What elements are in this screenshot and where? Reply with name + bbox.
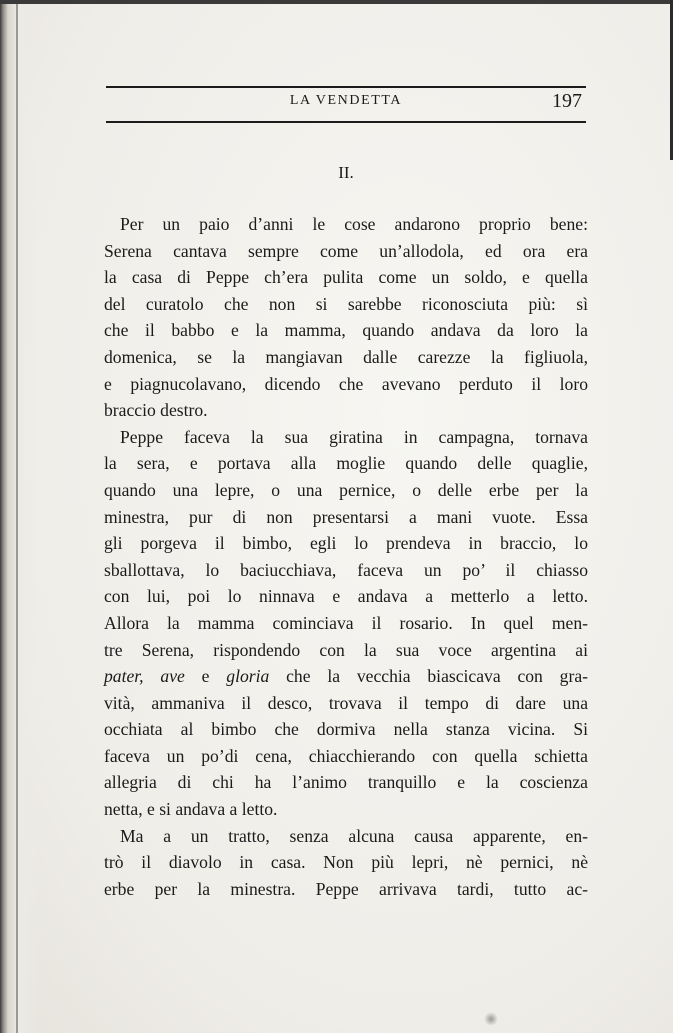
header-rule-top [106, 86, 586, 88]
text-line: sballottava, lo baciucchiava, faceva un po’ il chiasso [104, 559, 588, 580]
text-line: Allora la mamma cominciava il rosario. In quel men- [104, 612, 588, 633]
running-title: LA VENDETTA [289, 93, 403, 108]
text-line: braccio destro. [104, 400, 208, 421]
text-line: Peppe faceva la sua giratina in campagna, tornava [120, 426, 588, 447]
text-line: trò il diavolo in casa. Non più lepri, nè pernici, nè [104, 852, 588, 873]
text-line: gli porgeva il bimbo, egli lo prendeva in braccio, lo [104, 533, 588, 554]
binding-shadow [0, 0, 40, 1033]
text-line: Ma a un tratto, senza alcuna causa apparente, en- [120, 825, 588, 846]
text-line: la sera, e portava alla moglie quando delle quaglie, [104, 453, 588, 474]
text-line-italic-terms: pater, ave e gloria che la vecchia biascicava con gra- [104, 666, 588, 687]
text-line: Serena cantava sempre come un’allodola, ed ora era [104, 240, 588, 261]
text-line: vità, ammaniva il desco, trovava il tempo di dare una [104, 692, 588, 713]
page-number: 197 [552, 90, 582, 112]
text-line: Per un paio d’anni le cose andarono proprio bene: [120, 214, 588, 234]
text-line: quando una lepre, o una pernice, o delle erbe per la [104, 479, 588, 500]
body-text [104, 211, 588, 902]
text-line: netta, e si andava a letto. [104, 799, 278, 820]
text-line: minestra, pur di non presentarsi a mani vuote. Essa [104, 506, 588, 527]
text-line: allegria di chi ha l’animo tranquillo e la coscienza [104, 772, 588, 793]
binding-crease [16, 0, 18, 1033]
text-line: erbe per la minestra. Peppe arrivava tardi, tutto ac- [104, 878, 588, 899]
paper-stain [484, 1012, 498, 1026]
text-line: con lui, poi lo ninnava e andava a metterlo a letto. [104, 586, 588, 607]
text-line: la casa di Peppe ch’era pulita come un soldo, e quella [104, 267, 588, 288]
text-line: domenica, se la mangiavan dalle carezze la figliuola, [104, 346, 588, 367]
header-rule-bottom [106, 121, 586, 123]
text-line: del curatolo che non si sarebbe riconosciuta più: sì [104, 293, 588, 314]
text-line: tre Serena, rispondendo con la sua voce argentina ai [104, 639, 588, 660]
text-line: occhiata al bimbo che dormiva nella stanza vicina. Si [104, 719, 588, 740]
text-line: e piagnucolavano, dicendo che avevano perduto il loro [104, 373, 588, 394]
text-line: faceva un po’di cena, chiacchierando con quella schietta [104, 745, 588, 766]
text-line: che il babbo e la mamma, quando andava da loro la [104, 320, 588, 341]
scan-top-edge [0, 0, 673, 4]
chapter-numeral: II. [338, 163, 354, 182]
